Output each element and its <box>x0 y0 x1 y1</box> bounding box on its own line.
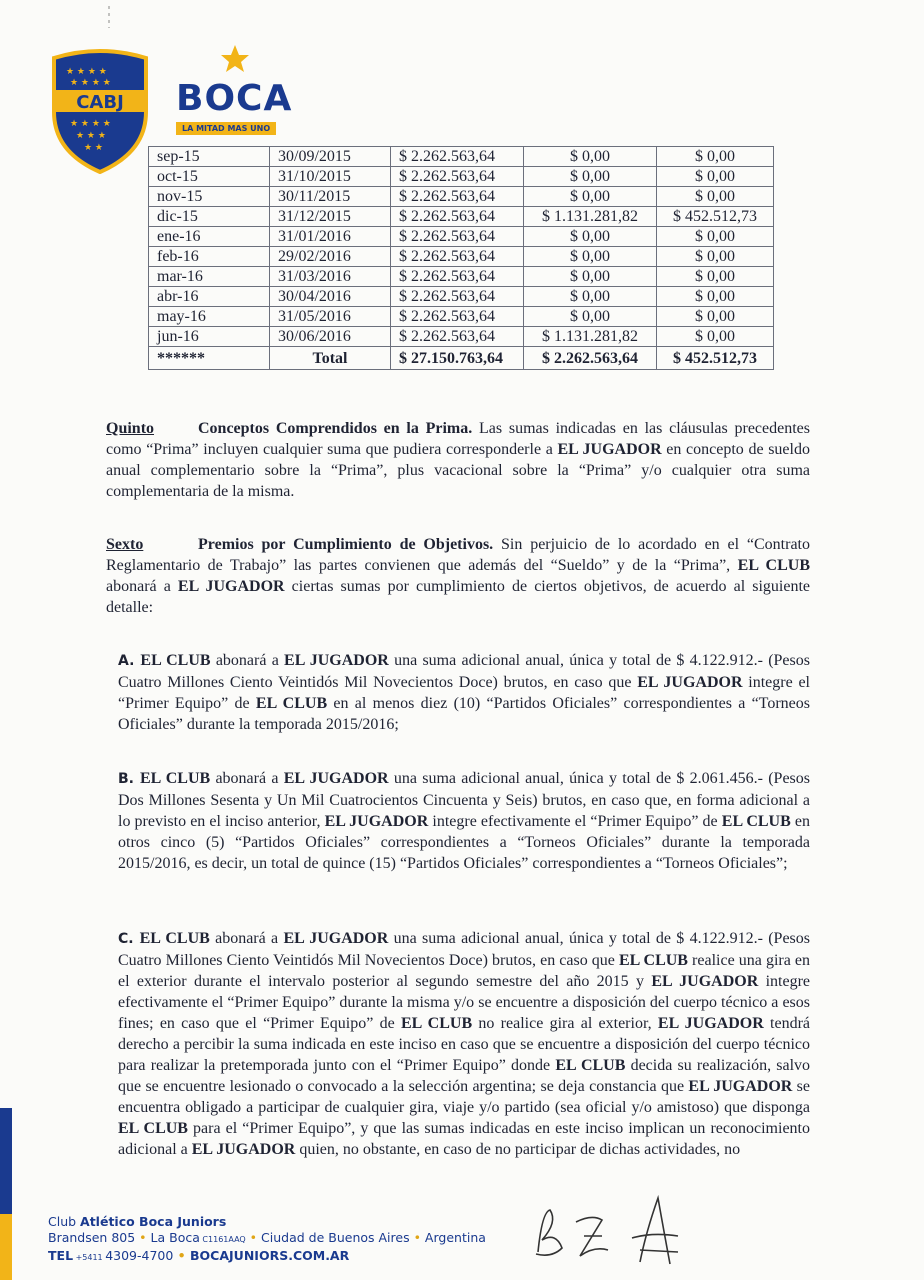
party-name: EL JUGADOR <box>688 1078 793 1095</box>
party-name: EL JUGADOR <box>284 652 389 669</box>
table-cell-c: $ 0,00 <box>657 307 774 327</box>
item-text: integre efectivamente el “Primer Equipo” durante la misma y/o se encuentre a disposición del cuerpo técnico a esos fines; en caso que el “Primer Equipo” de <box>118 973 811 1032</box>
table-cell-month: ene-16 <box>149 227 270 247</box>
item-text: una suma adicional anual, única y total de $ 2.061.456.- (Pesos Dos Millones Sesenta y Un Mil Cuatrocientos Cincuenta y Seis) brutos, en caso que, en forma adicional a lo previsto en el inciso anterior, <box>118 770 810 830</box>
table-cell-c: $ 0,00 <box>657 187 774 207</box>
table-cell-month: sep-15 <box>149 147 270 167</box>
table-cell-b: $ 0,00 <box>524 307 657 327</box>
table-row <box>149 147 774 167</box>
footer-separator: • <box>173 1248 191 1263</box>
footer-text: Club <box>48 1214 81 1229</box>
clause-text: ciertas sumas por cumplimiento de ciertos objetivos, de acuerdo al siguiente detalle: <box>106 578 811 616</box>
table-cell-date: 31/12/2015 <box>270 207 391 227</box>
party-name: EL CLUB <box>118 1120 188 1137</box>
table-cell-b: $ 1.131.281,82 <box>524 207 657 227</box>
clause-sexto <box>106 534 810 618</box>
table-cell-c: $ 0,00 <box>657 247 774 267</box>
clause-quinto <box>106 418 810 502</box>
table-cell-a: $ 2.262.563,64 <box>391 147 524 167</box>
party-name: EL JUGADOR <box>177 578 285 595</box>
item-text: integre efectivamente el “Primer Equipo” de <box>428 813 722 830</box>
table-cell-c: $ 0,00 <box>657 327 774 347</box>
brand-tagline: LA MITAD MAS UNO <box>176 122 276 135</box>
letterhead-footer <box>48 1214 486 1266</box>
item-letter: B. <box>118 771 134 787</box>
table-cell-a: $ 2.262.563,64 <box>391 287 524 307</box>
footer-contact <box>48 1248 486 1266</box>
table-cell-c: $ 0,00 <box>657 227 774 247</box>
table-cell-a: $ 2.262.563,64 <box>391 267 524 287</box>
svg-text:★ ★: ★ ★ <box>84 143 103 153</box>
party-name: EL CLUB <box>400 1015 473 1032</box>
table-cell-b: $ 0,00 <box>524 167 657 187</box>
scan-mark <box>108 6 110 28</box>
item-text: una suma adicional anual, única y total de $ 4.122.912.- (Pesos Cuatro Millones Ciento Veintidós Mil Novecientos Doce) brutos, en caso que <box>118 930 811 969</box>
item-text: en otros cinco (5) “Partidos Oficiales” correspondientes a “Torneos Oficiales” durante la temporada 2015/2016, es decir, un total de quince (15) “Partidos Oficiales” correspondientes a “Torneos Oficiales”; <box>118 813 811 872</box>
party-name: EL CLUB <box>140 770 211 787</box>
table-cell-c: $ 0,00 <box>657 267 774 287</box>
item-text: decida su realización, salvo que se encuentre lesionado o convocado a la selección argentina; se deja constancia que <box>118 1057 811 1095</box>
table-cell-a: $ 2.262.563,64 <box>391 327 524 347</box>
party-name: EL JUGADOR <box>283 770 389 787</box>
footer-text: 4309-4700 <box>105 1248 174 1263</box>
footer-text: La Boca <box>150 1230 200 1245</box>
table-row <box>149 307 774 327</box>
party-name: EL CLUB <box>255 695 328 712</box>
footer-text: Ciudad de Buenos Aires <box>261 1230 410 1245</box>
item-text: abonará a <box>210 770 284 787</box>
table-cell-date: 31/01/2016 <box>270 227 391 247</box>
table-cell-month: may-16 <box>149 307 270 327</box>
item-text: para el “Primer Equipo”, y que las sumas indicadas en este inciso implican un reconocimiento adicional a <box>118 1120 810 1158</box>
table-cell-c: $ 0,00 <box>657 147 774 167</box>
table-cell-c: $ 0,00 <box>657 167 774 187</box>
table-row <box>149 187 774 207</box>
table-cell-a: $ 27.150.763,64 <box>391 347 524 370</box>
table-cell-date: 30/04/2016 <box>270 287 391 307</box>
clause-title: Conceptos Comprendidos en la Prima. <box>198 420 473 437</box>
table-cell-b: $ 0,00 <box>524 147 657 167</box>
clause-label: Sexto <box>106 536 144 553</box>
table-cell-date: 30/09/2015 <box>270 147 391 167</box>
footer-text: Argentina <box>424 1230 486 1245</box>
table-cell-b: $ 0,00 <box>524 187 657 207</box>
table-cell-date: Total <box>270 347 391 370</box>
item-text: integre el “Primer Equipo” de <box>118 674 810 712</box>
party-name: EL CLUB <box>618 952 688 969</box>
party-name: EL CLUB <box>737 557 811 574</box>
table-cell-date: 30/06/2016 <box>270 327 391 347</box>
table-cell-a: $ 2.262.563,64 <box>391 227 524 247</box>
table-cell-b: $ 0,00 <box>524 287 657 307</box>
item-c <box>118 928 810 1160</box>
table-row <box>149 267 774 287</box>
table-cell-c: $ 0,00 <box>657 287 774 307</box>
clause-text: abonará a <box>106 578 178 595</box>
footer-address <box>48 1230 486 1248</box>
item-text: no realice gira al exterior, <box>472 1015 658 1032</box>
party-name: EL JUGADOR <box>324 813 429 830</box>
item-text: se encuentra obligado a participar de cualquier gira, viaje y/o partido (sea oficial y/o amistoso) que disponga <box>118 1078 811 1116</box>
table-cell-month: ****** <box>149 347 270 370</box>
table-cell-date: 31/05/2016 <box>270 307 391 327</box>
item-b <box>118 768 810 874</box>
table-cell-a: $ 2.262.563,64 <box>391 167 524 187</box>
table-cell-date: 31/03/2016 <box>270 267 391 287</box>
party-name: EL JUGADOR <box>191 1141 296 1158</box>
side-stripe-blue <box>0 1108 12 1214</box>
table-cell-b: $ 0,00 <box>524 267 657 287</box>
footer-link[interactable]: BOCAJUNIORS.COM.AR <box>190 1248 350 1263</box>
table-cell-a: $ 2.262.563,64 <box>391 207 524 227</box>
prima-table <box>148 146 774 370</box>
table-cell-c: $ 452.512,73 <box>657 347 774 370</box>
table-row <box>149 287 774 307</box>
table-cell-date: 29/02/2016 <box>270 247 391 267</box>
table-cell-a: $ 2.262.563,64 <box>391 187 524 207</box>
table-cell-month: jun-16 <box>149 327 270 347</box>
handwritten-signatures <box>528 1192 698 1268</box>
table-cell-month: dic-15 <box>149 207 270 227</box>
table-cell-date: 30/11/2015 <box>270 187 391 207</box>
svg-text:★ ★ ★ ★: ★ ★ ★ ★ <box>66 67 107 77</box>
footer-text: Brandsen 805 <box>48 1230 136 1245</box>
party-name: EL CLUB <box>721 813 791 830</box>
item-letter: A. <box>118 653 135 669</box>
table-cell-b: $ 0,00 <box>524 227 657 247</box>
table-row <box>149 207 774 227</box>
brand-name: BOCA <box>176 78 293 119</box>
cabj-crest-icon <box>48 48 152 174</box>
item-text: en al menos diez (10) “Partidos Oficiales” correspondientes a “Torneos Oficiales” durante la temporada 2015/2016; <box>118 695 810 733</box>
table-cell-c: $ 452.512,73 <box>657 207 774 227</box>
table-cell-a: $ 2.262.563,64 <box>391 307 524 327</box>
svg-text:★ ★ ★: ★ ★ ★ <box>76 131 106 141</box>
svg-text:★ ★ ★ ★: ★ ★ ★ ★ <box>70 119 111 129</box>
clause-text: en concepto de sueldo anual complementario sobre la “Prima”, plus vacacional sobre la “Prima” y/o cualquier otra suma complementaria de la misma. <box>106 441 810 500</box>
crest-text: CABJ <box>76 92 124 113</box>
clause-title: Premios por Cumplimiento de Objetivos. <box>198 536 494 553</box>
item-letter: C. <box>118 931 134 947</box>
item-text: abonará a <box>209 930 284 947</box>
clause-text: Las sumas indicadas en las cláusulas precedentes como “Prima” incluyen cualquier suma que pudiera corresponderle a <box>106 420 811 458</box>
party-name: EL JUGADOR <box>637 674 743 691</box>
star-icon <box>220 44 250 74</box>
table-cell-b: $ 2.262.563,64 <box>524 347 657 370</box>
party-name: EL JUGADOR <box>657 1015 764 1032</box>
item-a <box>118 650 810 735</box>
footer-text: TEL <box>48 1248 74 1263</box>
footer-text: C1161AAQ <box>199 1235 246 1244</box>
party-name: EL JUGADOR <box>557 441 662 458</box>
item-text: tendrá derecho a percibir la suma indicada en este inciso en caso que se encuentre a disposición del cuerpo técnico para realizar la pretemporada junto con el “Primer Equipo” donde <box>118 1015 811 1074</box>
item-text: realice una gira en el exterior durante el intervalo posterior al segundo semestre del año 2015 y <box>118 952 810 990</box>
item-text: abonará a <box>210 652 285 669</box>
table-row <box>149 247 774 267</box>
table-cell-month: nov-15 <box>149 187 270 207</box>
footer-separator: • <box>409 1230 425 1245</box>
party-name: EL CLUB <box>139 930 210 947</box>
table-row <box>149 167 774 187</box>
table-cell-month: abr-16 <box>149 287 270 307</box>
party-name: EL JUGADOR <box>283 930 389 947</box>
party-name: EL CLUB <box>140 652 211 669</box>
table-cell-b: $ 1.131.281,82 <box>524 327 657 347</box>
side-stripe-yellow <box>0 1214 12 1280</box>
table-cell-date: 31/10/2015 <box>270 167 391 187</box>
party-name: EL CLUB <box>555 1057 626 1074</box>
footer-text: Atlético Boca Juniors <box>80 1214 227 1229</box>
svg-text:★ ★ ★ ★: ★ ★ ★ ★ <box>70 78 111 88</box>
table-cell-month: oct-15 <box>149 167 270 187</box>
table-cell-month: mar-16 <box>149 267 270 287</box>
table-cell-month: feb-16 <box>149 247 270 267</box>
item-text: una suma adicional anual, única y total de $ 4.122.912.- (Pesos Cuatro Millones Ciento Veintidós Mil Novecientos Doce) brutos, en caso que <box>118 652 810 691</box>
table-cell-a: $ 2.262.563,64 <box>391 247 524 267</box>
table-row <box>149 227 774 247</box>
total-row <box>149 347 774 370</box>
footer-separator: • <box>135 1230 151 1245</box>
clause-text: Sin perjuicio de lo acordado en el “Contrato Reglamentario de Trabajo” las partes convienen que además del “Sueldo” y de la “Prima”, <box>106 536 810 574</box>
table-cell-b: $ 0,00 <box>524 247 657 267</box>
item-text: quien, no obstante, en caso de no participar de dichas actividades, no <box>295 1141 741 1158</box>
footer-separator: • <box>245 1230 262 1245</box>
table-row <box>149 327 774 347</box>
footer-club-name <box>48 1214 486 1230</box>
party-name: EL JUGADOR <box>651 973 759 990</box>
footer-text: +5411 <box>73 1253 106 1262</box>
clause-label: Quinto <box>106 420 155 437</box>
